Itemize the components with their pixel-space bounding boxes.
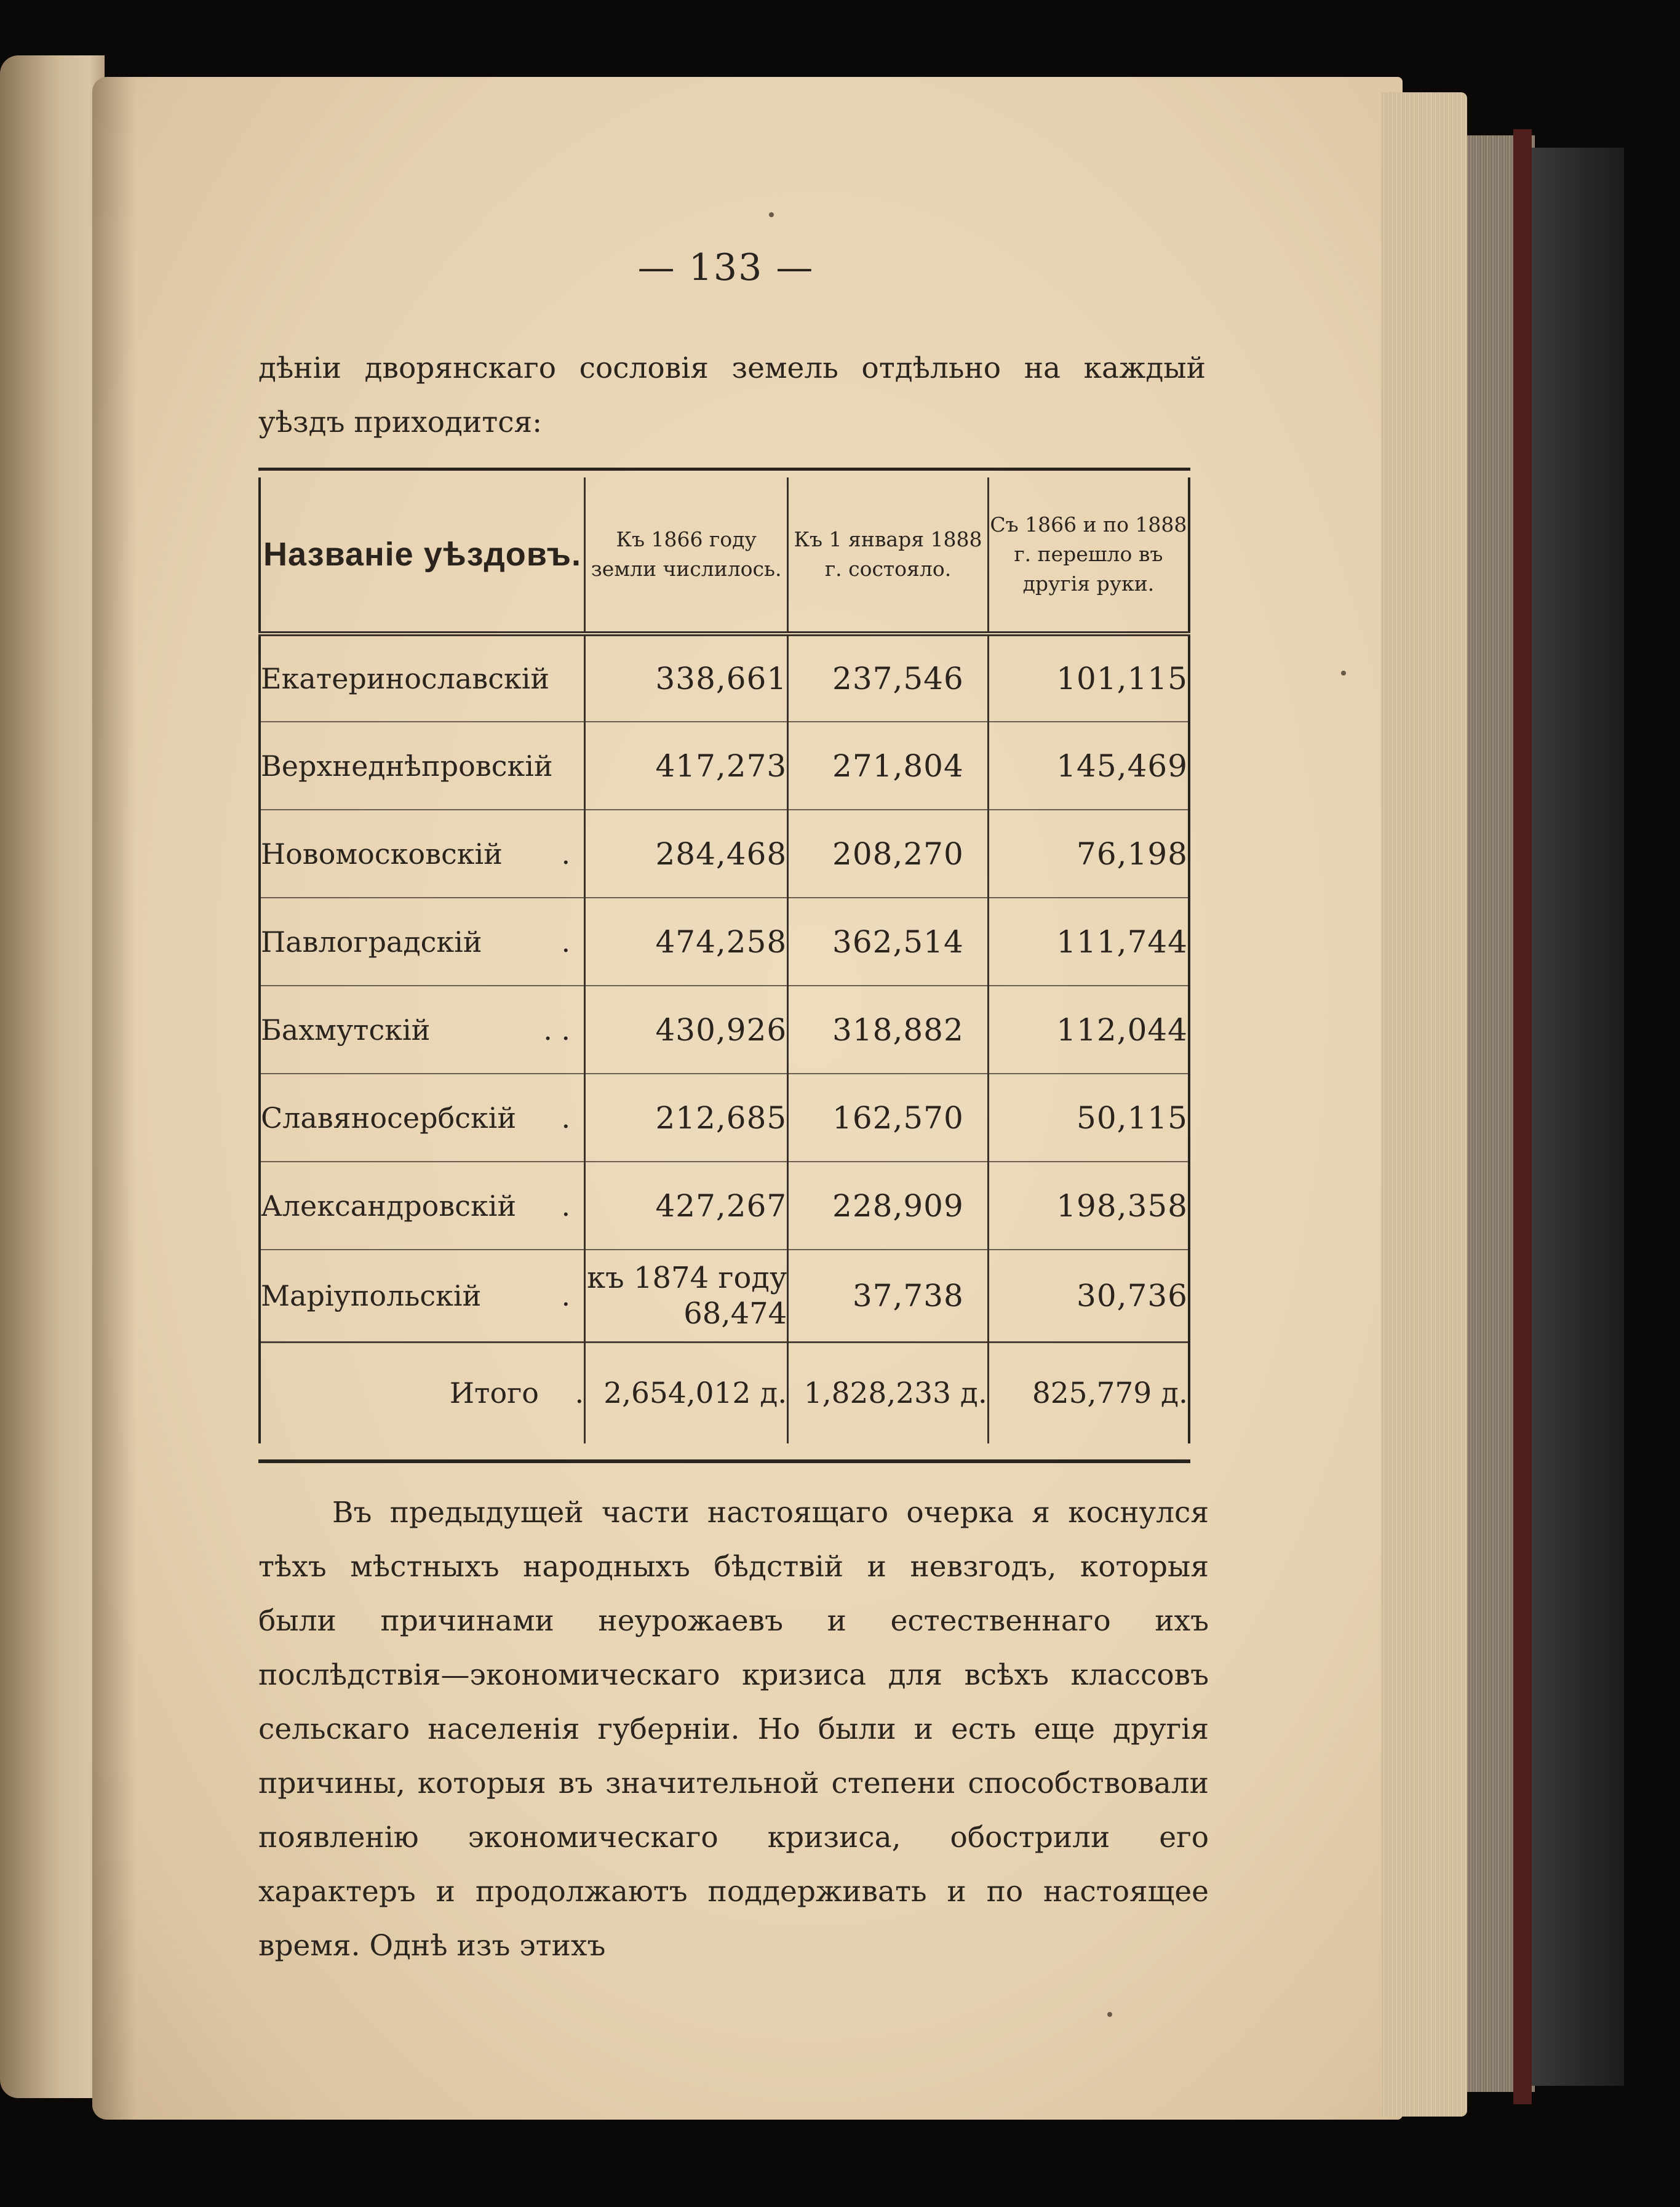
table-row — [260, 986, 1189, 1074]
total-1888: 1,828,233 д. — [788, 1342, 989, 1443]
total-1866: 2,654,012 д. — [585, 1342, 788, 1443]
district-land-table — [258, 468, 1190, 1464]
land-1888-value: 162,570 — [788, 1074, 989, 1162]
land-1888-value: 318,882 — [788, 986, 989, 1074]
land-1888-value: 208,270 — [788, 810, 989, 898]
page-number: — 133 — — [637, 246, 814, 289]
table-header-row — [260, 477, 1189, 634]
land-1888-value: 237,546 — [788, 634, 989, 722]
land-1888-value: 271,804 — [788, 722, 989, 810]
transferred-value: 145,469 — [988, 722, 1189, 810]
land-1866-value: 417,273 — [585, 722, 788, 810]
district-name: Славяносербскій . — [260, 1074, 585, 1162]
land-1888-value: 228,909 — [788, 1162, 989, 1250]
ink-speck — [1341, 671, 1346, 676]
header-land-1866: Къ 1866 году земли числилось. — [585, 477, 788, 634]
transferred-value: 50,115 — [988, 1074, 1189, 1162]
intro-paragraph: дѣніи дворянскаго сословія земель отдѣльно на каждый уѣздъ приходится: — [258, 351, 1206, 439]
land-1888-value: 37,738 — [788, 1250, 989, 1342]
land-1866-value: 427,267 — [585, 1162, 788, 1250]
transferred-value: 111,744 — [988, 898, 1189, 986]
district-name: Екатеринославскій — [260, 634, 585, 722]
table-row — [260, 898, 1189, 986]
table-total-row — [260, 1342, 1189, 1443]
district-name: Павлоградскій . — [260, 898, 585, 986]
transferred-value: 76,198 — [988, 810, 1189, 898]
header-district-name: Названіе уѣздовъ. — [260, 477, 585, 634]
district-name: Маріупольскій . — [260, 1250, 585, 1342]
ink-speck — [1107, 2012, 1112, 2017]
table-bottom-rule — [258, 1459, 1190, 1463]
table-row — [260, 1162, 1189, 1250]
district-name: Бахмутскій . . — [260, 986, 585, 1074]
land-1866-value: 284,468 — [585, 810, 788, 898]
total-label: Итого . — [260, 1342, 585, 1443]
land-1866-value: 474,258 — [585, 898, 788, 986]
header-transferred: Съ 1866 и по 1888 г. перешло въ другія руки. — [988, 477, 1189, 634]
district-name: Верхнеднѣпровскій — [260, 722, 585, 810]
transferred-value: 101,115 — [988, 634, 1189, 722]
table-row — [260, 810, 1189, 898]
table-top-rule — [258, 468, 1190, 471]
table-row — [260, 722, 1189, 810]
table-row — [260, 634, 1189, 722]
transferred-value: 198,358 — [988, 1162, 1189, 1250]
table-row — [260, 1250, 1189, 1342]
transferred-value: 112,044 — [988, 986, 1189, 1074]
land-1866-value: 212,685 — [585, 1074, 788, 1162]
district-name: Новомосковскій . — [260, 810, 585, 898]
land-1866-value: 430,926 — [585, 986, 788, 1074]
ink-speck — [769, 212, 774, 217]
table-grid — [258, 477, 1190, 1443]
total-transferred: 825,779 д. — [988, 1342, 1189, 1443]
body-paragraph: Въ предыдущей части настоящаго очерка я коснулся тѣхъ мѣстныхъ народныхъ бѣдствій и невзгодъ, которыя были причинами неурожаевъ и естественнаго ихъ послѣдствія—экономическаго кризиса для всѣхъ классовъ сельскаго населенія губерніи. Но были и есть еще другія причины, которыя въ значительной степени способствовали появленію экономическаго кризиса, обострили его характеръ и продолжаютъ поддерживать и по настоящее время. Однѣ изъ этихъ — [258, 1496, 1209, 1963]
land-1888-value: 362,514 — [788, 898, 989, 986]
land-1866-value: 338,661 — [585, 634, 788, 722]
table-row — [260, 1074, 1189, 1162]
header-land-1888: Къ 1 января 1888 г. состояло. — [788, 477, 989, 634]
land-1874-value: къ 1874 году 68,474 — [585, 1250, 788, 1342]
transferred-value: 30,736 — [988, 1250, 1189, 1342]
district-name: Александровскій . — [260, 1162, 585, 1250]
